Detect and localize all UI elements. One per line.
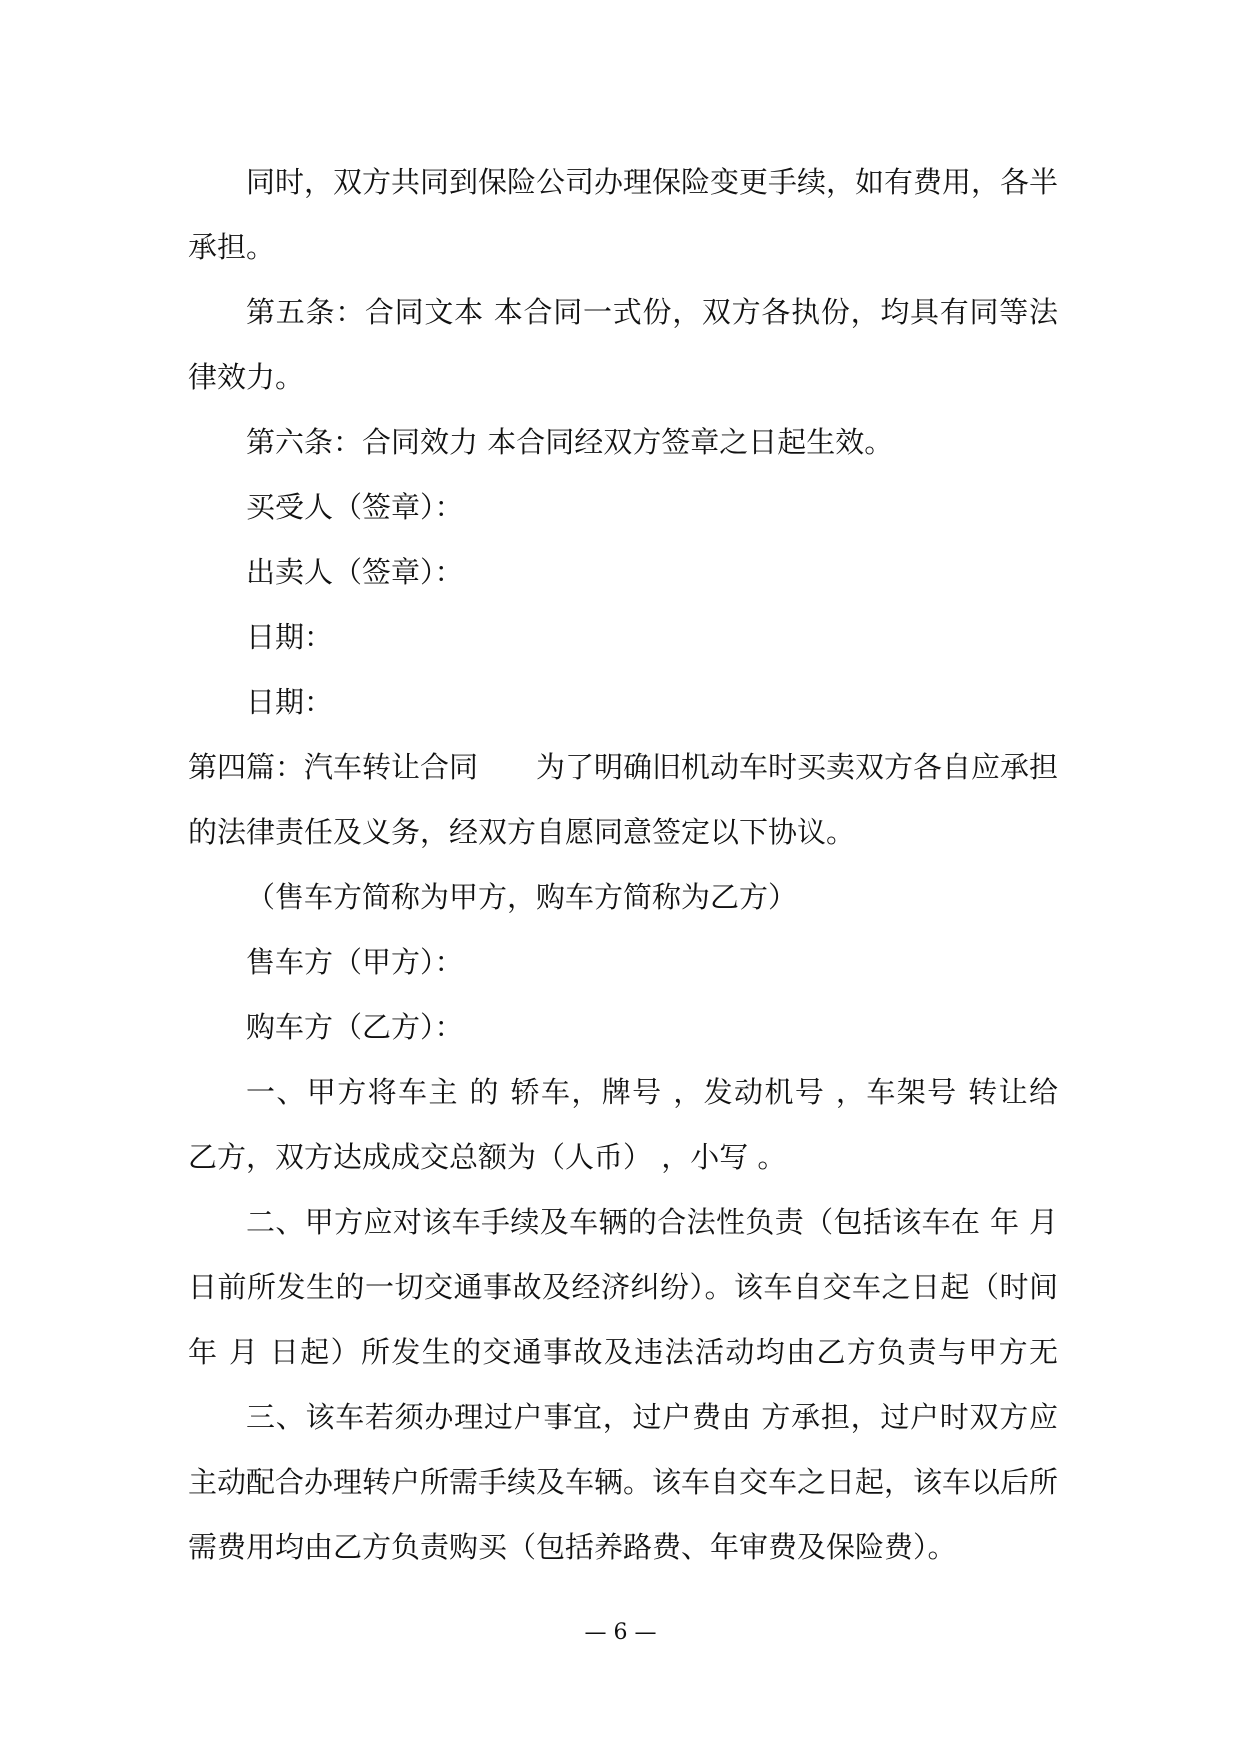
- buyer-label: 购车方（乙方）：: [246, 1010, 464, 1044]
- signature-buyer-label: 买受人（签章）：: [246, 490, 464, 524]
- clause-line: 三、该车若须办理过户事宜，过户费由 方承担，过户时双方应: [246, 1400, 1058, 1434]
- clause-line: 年 月 日起）所发生的交通事故及违法活动均由乙方负责与甲方无: [188, 1335, 1058, 1369]
- text-line: 律效力。: [188, 360, 305, 394]
- text-line: 承担。: [188, 230, 276, 264]
- clause-line: 日前所发生的一切交通事故及经济纠纷）。该车自交车之日起（时间: [188, 1270, 1058, 1304]
- text-line: 第六条：合同效力 本合同经双方签章之日起生效。: [246, 425, 894, 459]
- clause-line: 主动配合办理转户所需手续及车辆。该车自交车之日起，该车以后所: [188, 1465, 1058, 1499]
- text-line: 的法律责任及义务，经双方自愿同意签定以下协议。: [188, 815, 856, 849]
- text-line: （售车方简称为甲方，购车方简称为乙方）: [246, 880, 798, 914]
- date-label: 日期：: [246, 620, 334, 654]
- clause-line: 一、甲方将车主 的 轿车，牌号 ，发动机号 ，车架号 转让给: [246, 1075, 1058, 1109]
- clause-line: 二、甲方应对该车手续及车辆的合法性负责（包括该车在 年 月: [246, 1205, 1058, 1239]
- text-line: 同时，双方共同到保险公司办理保险变更手续，如有费用，各半: [246, 165, 1058, 199]
- section-heading-line: [188, 735, 1058, 800]
- clause-line: 乙方，双方达成成交总额为（人币） ，小写 。: [188, 1140, 787, 1174]
- text-line: 第五条：合同文本 本合同一式份，双方各执份，均具有同等法: [246, 295, 1058, 329]
- signature-seller-label: 出卖人（签章）：: [246, 555, 464, 589]
- seller-label: 售车方（甲方）：: [246, 945, 464, 979]
- document-body: [188, 150, 1058, 1580]
- clause-line: 需费用均由乙方负责购买（包括养路费、年审费及保险费）。: [188, 1530, 957, 1564]
- date-label: 日期：: [246, 685, 334, 719]
- section-intro: 为了明确旧机动车时买卖双方各自应承担: [536, 750, 1059, 784]
- section-heading: 第四篇：汽车转让合同: [188, 750, 479, 784]
- page-number: — 6 —: [584, 1620, 657, 1645]
